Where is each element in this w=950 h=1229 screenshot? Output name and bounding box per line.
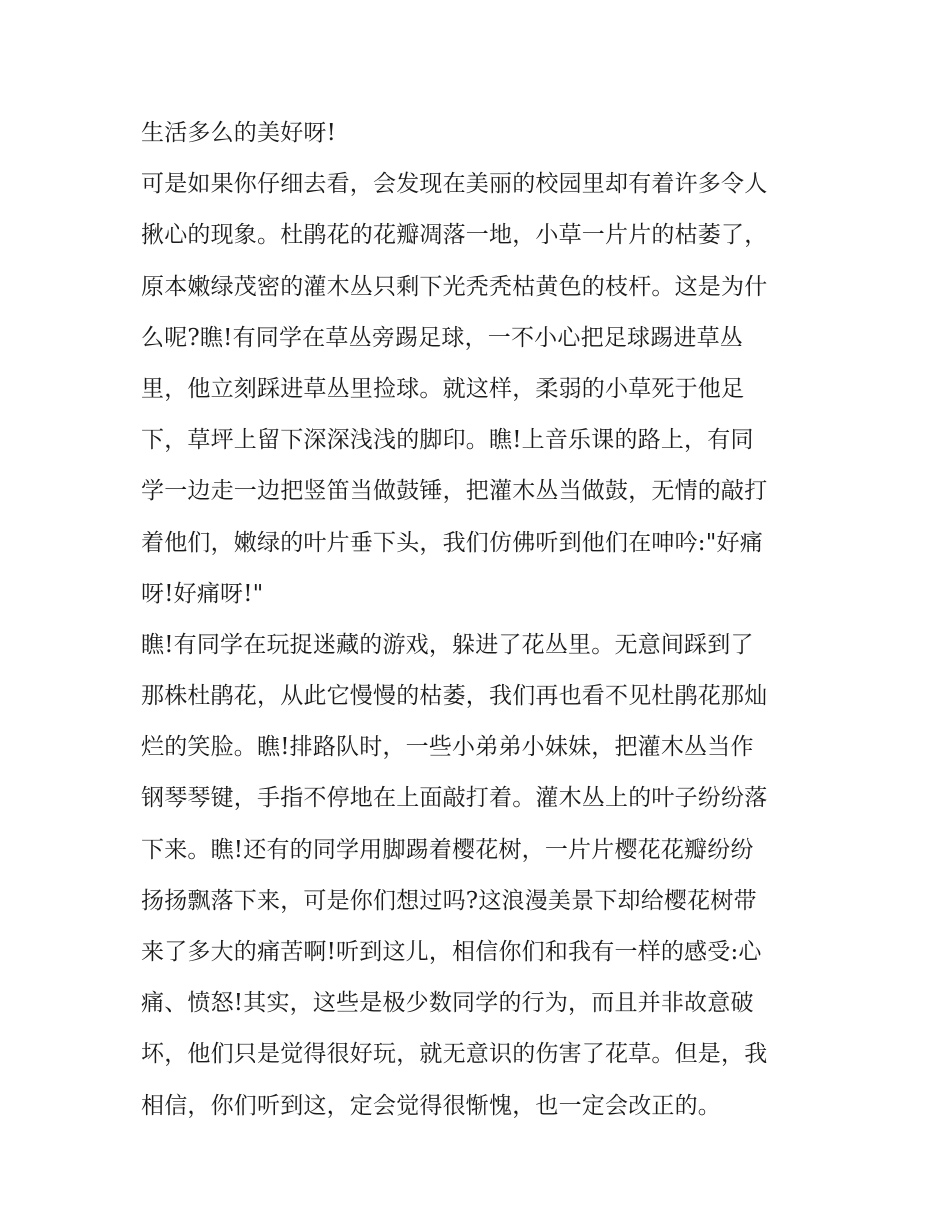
text-line: 瞧!有同学在玩捉迷藏的游戏，躲进了花丛里。无意间踩到了 [141,631,754,658]
text-line: 揪心的现象。杜鹃花的花瓣凋落一地，小草一片片的枯萎了， [141,222,768,249]
text-line: 下，草坪上留下深深浅浅的脚印。瞧!上音乐课的路上，有同 [141,427,754,454]
text-line: 那株杜鹃花，从此它慢慢的枯萎，我们再也看不见杜鹃花那灿 [141,683,768,710]
text-line: 烂的笑脸。瞧!排路队时，一些小弟弟小妹妹，把灌木丛当作 [141,734,754,761]
text-line: 呀!好痛呀!" [141,580,264,607]
text-line: 里，他立刻踩进草丛里捡球。就这样，柔弱的小草死于他足 [141,375,745,402]
text-line: 痛、愤怒!其实，这些是极少数同学的行为，而且并非故意破 [141,990,754,1017]
text-line: 可是如果你仔细去看，会发现在美丽的校园里却有着许多令人 [141,171,768,198]
text-line: 钢琴琴键，手指不停地在上面敲打着。灌木丛上的叶子纷纷落 [141,785,768,812]
text-line: 学一边走一边把竖笛当做鼓锤，把灌木丛当做鼓，无情的敲打 [141,478,768,505]
text-line: 相信，你们听到这，定会觉得很惭愧，也一定会改正的。 [141,1092,721,1119]
text-line: 生活多么的美好呀! [141,120,337,146]
text-line: 来了多大的痛苦啊!听到这儿，相信你们和我有一样的感受:心 [141,939,762,965]
text-line: 原本嫩绿茂密的灌木丛只剩下光秃秃枯黄色的枝杆。这是为什 [141,273,768,300]
text-line: 么呢?瞧!有同学在草丛旁踢足球，一不小心把足球踢进草丛 [141,324,743,351]
text-line: 着他们，嫩绿的叶片垂下头，我们仿佛听到他们在呻吟:"好痛 [141,529,763,556]
body-text [141,108,821,1132]
text-line: 坏，他们只是觉得很好玩，就无意识的伤害了花草。但是，我 [141,1041,768,1068]
text-line: 下来。瞧!还有的同学用脚踢着樱花树，一片片樱花花瓣纷纷 [141,836,754,863]
text-line: 扬扬飘落下来，可是你们想过吗?这浪漫美景下却给樱花树带 [141,887,757,914]
